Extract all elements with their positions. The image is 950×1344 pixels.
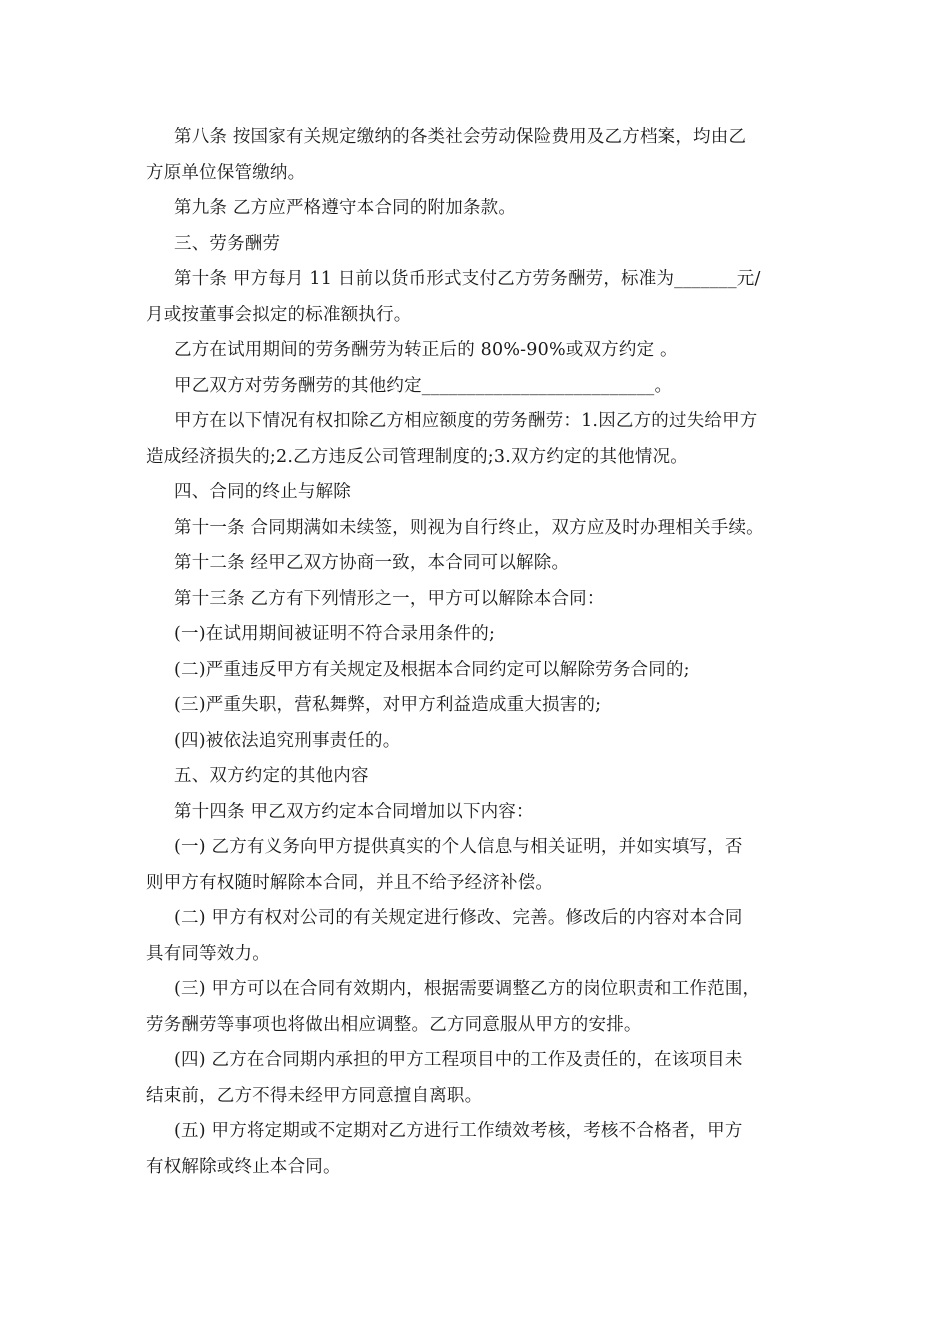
text-line: (一)在试用期间被证明不符合录用条件的; xyxy=(174,624,496,644)
text-line: (二)严重违反甲方有关规定及根据本合同约定可以解除劳务合同的; xyxy=(174,659,690,680)
document-body xyxy=(146,120,816,1185)
text-line: 结束前，乙方不得未经甲方同意擅自离职。 xyxy=(146,1085,483,1106)
text-line: 则甲方有权随时解除本合同，并且不给予经济补偿。 xyxy=(146,872,554,893)
text-line: 月或按董事会拟定的标准额执行。 xyxy=(146,304,412,325)
text-line: 造成经济损失的;2.乙方违反公司管理制度的;3.双方约定的其他情况。 xyxy=(146,446,688,467)
text-line: 第十条 甲方每月 11 日前以货币形式支付乙方劳务酬劳，标准为_______元/ xyxy=(174,269,761,289)
text-line: (二) 甲方有权对公司的有关规定进行修改、完善。修改后的内容对本合同 xyxy=(174,908,743,928)
text-line: (五) 甲方将定期或不定期对乙方进行工作绩效考核，考核不合格者，甲方 xyxy=(174,1121,743,1141)
text-line: 具有同等效力。 xyxy=(146,943,270,964)
text-line: 第十二条 经甲乙双方协商一致，本合同可以解除。 xyxy=(174,553,570,573)
text-line: 第十四条 甲乙双方约定本合同增加以下内容： xyxy=(174,801,534,822)
text-line: 有权解除或终止本合同。 xyxy=(146,1156,341,1177)
text-line: 第十三条 乙方有下列情形之一，甲方可以解除本合同： xyxy=(174,588,605,609)
text-line: (四)被依法追究刑事责任的。 xyxy=(174,730,401,751)
text-line: 第八条 按国家有关规定缴纳的各类社会劳动保险费用及乙方档案，均由乙 xyxy=(174,127,747,147)
text-line: 甲乙双方对劳务酬劳的其他约定__________________________。 xyxy=(174,375,673,396)
text-line: 甲方在以下情况有权扣除乙方相应额度的劳务酬劳：1.因乙方的过失给甲方 xyxy=(174,411,758,431)
text-line: 乙方在试用期间的劳务酬劳为转正后的 80%-90%或双方约定 。 xyxy=(174,340,678,360)
text-line: (三) 甲方可以在合同有效期内，根据需要调整乙方的岗位职责和工作范围， xyxy=(174,979,761,999)
text-line: (三)严重失职，营私舞弊，对甲方利益造成重大损害的; xyxy=(174,695,602,715)
text-line: 劳务酬劳等事项也将做出相应调整。乙方同意服从甲方的安排。 xyxy=(146,1014,642,1035)
text-line: (一) 乙方有义务向甲方提供真实的个人信息与相关证明，并如实填写，否 xyxy=(174,837,743,857)
text-line: 三、劳务酬劳 xyxy=(174,233,281,254)
text-line: 方原单位保管缴纳。 xyxy=(146,162,306,183)
text-line: 第九条 乙方应严格遵守本合同的附加条款。 xyxy=(174,198,517,218)
text-line: 五、双方约定的其他内容 xyxy=(174,766,369,786)
text-line: 四、合同的终止与解除 xyxy=(174,482,351,502)
text-line: 第十一条 合同期满如未续签，则视为自行终止，双方应及时办理相关手续。 xyxy=(174,517,764,538)
text-line: (四) 乙方在合同期内承担的甲方工程项目中的工作及责任的，在该项目未 xyxy=(174,1050,743,1070)
